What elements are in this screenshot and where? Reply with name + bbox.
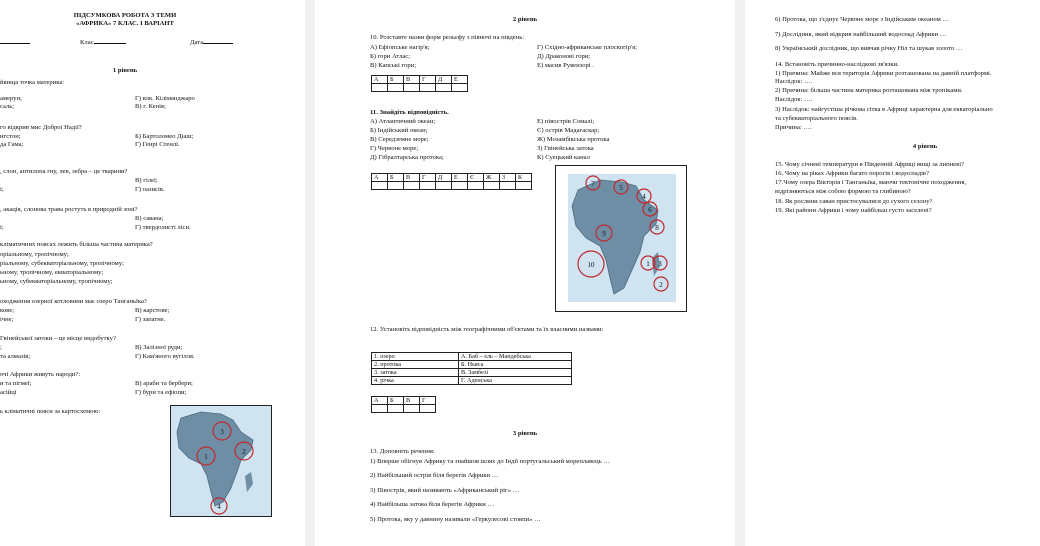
answer-option: амерун; [0,95,22,102]
match-object: 1. озеро [372,353,459,361]
question-line: 15. Чому січневі температури в Південній Африці вищі за липневі? [775,161,964,168]
level-1-heading: 1 рівень [112,67,138,74]
page-1 [0,0,305,546]
answer-option: Е) півострів Сомалі; [537,118,595,125]
question-13: 13. Доповніть речення: [370,448,435,455]
africa-objects-map [555,165,687,312]
grid-header: А [372,76,388,84]
cause-effect-line: та субекваторіального поясів. [775,115,858,122]
answer-option: асійці [0,389,17,396]
map-label: 2 [242,448,246,456]
match-object: 3. затока [372,369,459,377]
page-title-line1: ПІДСУМКОВА РОБОТА З ТЕМИ [73,12,177,19]
map-label: 3 [220,428,224,436]
answer-option: В) Середземне море; [370,136,429,143]
question-line: го відкрив мис Доброї Надії? [0,124,82,131]
answer-option: В) г. Кенія; [135,103,166,110]
answer-option: оріальному, тропічному; [0,251,69,258]
grid-header: Б [388,397,404,405]
match-name: Б. Ньяса [459,361,572,369]
answer-option: Г) Кам'яного вугілля. [135,353,195,360]
answer-cell[interactable] [404,405,420,413]
question-line: йвища точка материка: [0,79,65,86]
answer-option: Г) оазисів. [135,186,165,193]
grid-header: Ж [484,174,500,182]
page-title-line2: «АФРИКА» 7 КЛАС. І ВАРІАНТ [76,20,174,27]
answer-cell[interactable] [388,84,404,92]
cause-effect-line: 2) Причина: більша частина материка розташована між тропіками. [775,87,963,94]
map-label: 7 [591,180,595,188]
answer-option: В) савана; [135,215,164,222]
sentence-line: 7) Дослідник, який відкрив найбільший водоспад Африки … [775,31,947,38]
answer-cell[interactable] [500,182,516,190]
map-label: 8 [655,224,659,232]
answer-option: Б) Індійський океан; [370,127,428,134]
answer-option: А) Ефіопське нагір'я; [370,44,430,51]
grid-header: Г [420,76,436,84]
answer-option: Є) острів Мадагаскар; [537,127,600,134]
class-field[interactable]: Клас [80,39,126,47]
question-14: 14. Встановіть причинно-наслідкові зв'язки. [775,61,899,68]
answer-cell[interactable] [404,84,420,92]
question-line: кліматичних поясах лежить більша частина материка? [0,241,153,248]
answer-option: Б) Бартоломео Діаш; [135,133,194,140]
answer-option: В) Капські гори; [370,62,417,69]
sentence-line: 3) Півострів, який називають «Африканський ріг» … [370,487,520,494]
answer-option: В) Залізної руди; [135,344,183,351]
answer-option: В) араби та бербери; [135,380,193,387]
map-label: 3 [658,260,662,268]
cause-effect-line: Наслідок: …. [775,78,813,85]
answer-cell[interactable] [372,84,388,92]
answer-option: ічне; [0,316,14,323]
map-label: 4 [642,193,646,201]
grid-header: Д [436,76,452,84]
grid-header: В [404,397,420,405]
grid-header: Е [452,76,468,84]
answer-option: і; [0,186,4,193]
grid-header: А [372,174,388,182]
cause-effect-line: Причина: …. [775,124,812,131]
question-line: оходження озерної котловини має озеро Танганьїка? [0,298,147,305]
sentence-line: 1) Вперше обігнув Африку та знайшов шлях до Індії португальський мореплавець … [370,458,610,465]
sentence-line: 6) Протока, що з'єднує Червоне море з Індійським океаном … [775,16,950,23]
match-object: 2. протока [372,361,459,369]
question-line: ь кліматичні пояси за картосхемою: [0,408,101,415]
cause-effect-line: Наслідок: …. [775,96,813,103]
answer-cell[interactable] [420,405,436,413]
cause-effect-line: 3) Наслідок: найгустіша річкова сітка в Африці характерна для екваторіально [775,106,993,113]
grid-header: В [404,76,420,84]
answer-grid-q11 [371,173,532,190]
map-label: 2 [659,281,663,289]
question-line: 18. Як рослини саван пристосувалися до сухого сезону? [775,198,933,205]
answer-option: Ж) Мозамбікська протока [537,136,610,143]
answer-cell[interactable] [436,182,452,190]
question-line: Гвінейської затоки – це місце видобутку? [0,335,116,342]
match-object: 4. річка [372,377,459,385]
map-label: 9 [602,230,606,238]
answer-cell[interactable] [420,182,436,190]
page-gap [305,0,315,546]
answer-option: Г) бури та ефіопи; [135,389,187,396]
sentence-line: 4) Найбільша затока біля берегів Африки … [370,501,495,508]
grid-header: В [404,174,420,182]
question-line: 17.Чому озера Вікторія і Танганьїка, маючи тектонічне походження, [775,179,967,186]
answer-cell[interactable] [372,405,388,413]
grid-header: А [372,397,388,405]
answer-option: Д) Драконові гори; [537,53,591,60]
answer-option: и та пігмеї; [0,380,32,387]
question-12: 12. Установіть відповідність між географічними об'єктами та їх власними назвами: [370,326,604,333]
answer-cell[interactable] [388,405,404,413]
grid-header: Є [468,174,484,182]
answer-option: Д) Гібралтарська протока; [370,154,444,161]
answer-option: В) гілеї; [135,177,158,184]
sentence-line: 5) Протока, яку у давнину називали «Геркулесові стовпи» … [370,516,541,523]
answer-cell[interactable] [436,84,452,92]
answer-option: Б) гори Атлас; [370,53,411,60]
answer-cell[interactable] [484,182,500,190]
name-line [0,39,30,47]
africa-map-svg [171,406,271,516]
question-10: 10. Розставте назви форм рельєфу з півночі на південь: [370,34,525,41]
question-line: 16. Чому на ріках Африки багато порогів і водоспадів? [775,170,929,177]
map-label: 1 [204,453,208,461]
africa-climate-map [170,405,272,517]
level-4-heading: 4 рівень [912,143,938,150]
page-3 [745,0,1040,546]
match-name: Г. Аденська [459,377,572,385]
grid-header: Г [420,397,436,405]
map-label: 4 [217,503,221,511]
grid-header: К [516,174,532,182]
sentence-line: 8) Український дослідник, що вивчав річку Ніл та шукав золото … [775,45,963,52]
answer-option: Е) масив Рувензорі . [537,62,594,69]
grid-header: Г [420,174,436,182]
cause-effect-line: 1) Причина: Майже вся територія Африки розташована на давній платформі. [775,70,992,77]
answer-cell[interactable] [372,182,388,190]
answer-grid-q12 [371,396,436,413]
answer-grid-q10 [371,75,468,92]
match-name: А. Баб – ель – Мандебська [459,353,572,361]
grid-header: Е [452,174,468,182]
date-field[interactable]: Дата [190,39,233,47]
page-gap [735,0,745,546]
answer-cell[interactable] [468,182,484,190]
answer-option: да Гама; [0,141,24,148]
answer-option: саль; [0,103,15,110]
answer-option: ьному, субекваторіальному, тропічному; [0,278,113,285]
answer-option: З) Гвінейська затока [537,145,594,152]
answer-cell[interactable] [452,182,468,190]
page-2 [315,0,735,546]
africa-map-svg [556,166,686,311]
answer-cell[interactable] [420,84,436,92]
answer-option: ьному, тропічному, екваторіальному; [0,269,104,276]
map-label: 1 [646,260,650,268]
grid-header: Б [388,76,404,84]
answer-option: та алмазів; [0,353,31,360]
answer-cell[interactable] [452,84,468,92]
map-label: 10 [587,261,595,269]
match-table-q12 [371,352,572,385]
grid-header: Д [436,174,452,182]
answer-cell[interactable] [388,182,404,190]
answer-option: Г) влк. Кіліманджаро [135,95,195,102]
answer-cell[interactable] [516,182,532,190]
grid-header: З [500,174,516,182]
answer-option: і; [0,224,4,231]
sentence-line: 2) Найбільший острів біля берегів Африки … [370,472,499,479]
answer-cell[interactable] [404,182,420,190]
grid-header: Б [388,174,404,182]
question-line: відрізняються між собою формою та глибиною? [775,188,911,195]
answer-option: Г) Червоне море; [370,145,419,152]
answer-option: ріальному, субекваторіальному, тропічному; [0,260,124,267]
answer-option: Г) запатне. [135,316,166,323]
map-label: 5 [619,184,623,192]
level-3-heading: 3 рівень [512,430,538,437]
question-line: , слон, антилопа гну, лев, зебра – це тварини? [0,168,128,175]
answer-option: Г) Генрі Стенлі. [135,141,180,148]
question-line: , акація, слонова трава ростуть в природній зоні? [0,206,138,213]
answer-option: ; [0,344,2,351]
question-line: 19. Які райони Африки і чому найбільш густо заселені? [775,207,932,214]
match-name: В. Замбезі [459,369,572,377]
answer-option: К) Суецький канал [537,154,590,161]
answer-option: кове; [0,307,14,314]
level-2-heading: 2 рівень [512,16,538,23]
answer-option: В) карстове; [135,307,170,314]
answer-option: Г) Східно-африканське плоскогір'я; [537,44,637,51]
question-line: очі Африки живуть народи?: [0,371,81,378]
map-label: 6 [648,206,652,214]
answer-option: Г) твердолисті ліси. [135,224,191,231]
answer-option: А) Атлантичний океан; [370,118,436,125]
question-11: 11. Знайдіть відповідність. [370,109,449,116]
answer-option: нгстон; [0,133,21,140]
